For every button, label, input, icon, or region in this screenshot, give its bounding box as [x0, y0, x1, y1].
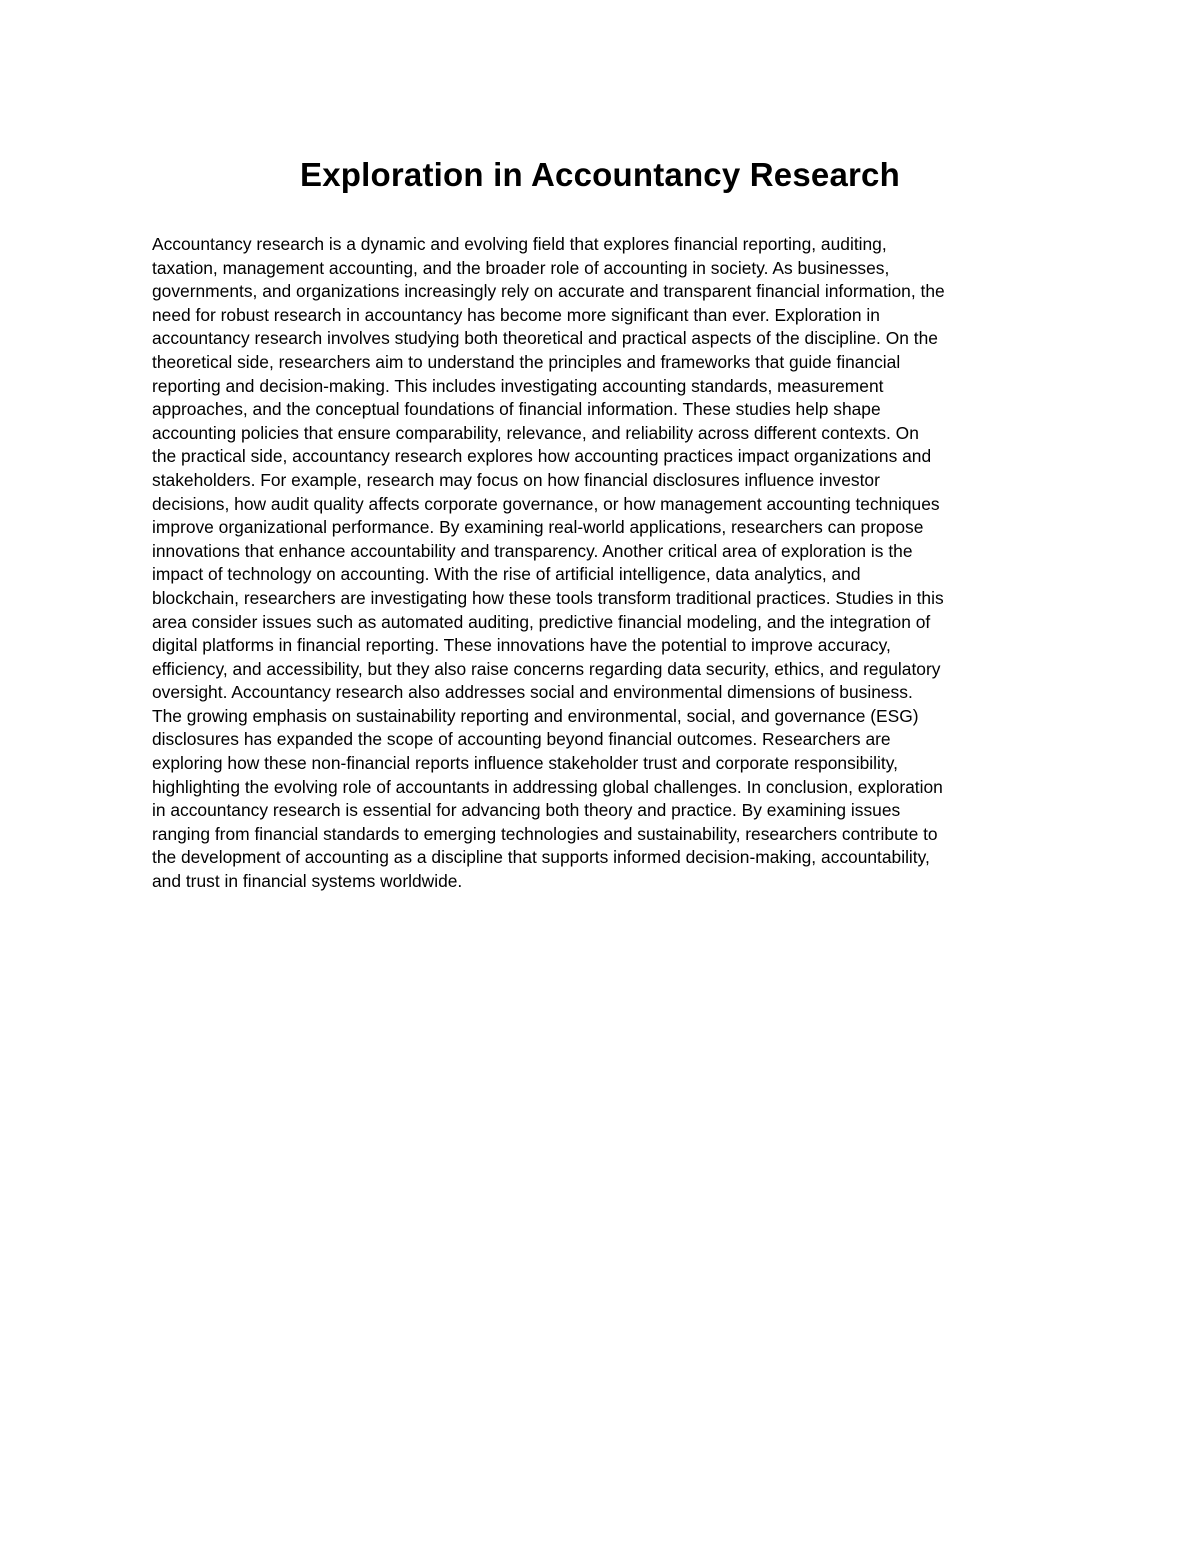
- body-text-line: stakeholders. For example, research may focus on how financial disclosures influence investor: [152, 469, 880, 490]
- body-text-line: the development of accounting as a discipline that supports informed decision-making, accountability,: [152, 847, 930, 868]
- body-text-line: ranging from financial standards to emerging technologies and sustainability, researchers contribute to: [152, 823, 938, 844]
- body-text-line: digital platforms in financial reporting. These innovations have the potential to improve accuracy,: [152, 635, 891, 656]
- body-text-line: impact of technology on accounting. With the rise of artificial intelligence, data analytics, and: [152, 564, 861, 585]
- body-text-line: area consider issues such as automated auditing, predictive financial modeling, and the integration of: [152, 611, 931, 632]
- body-text-line: decisions, how audit quality affects corporate governance, or how management accounting techniques: [152, 493, 940, 514]
- body-text-line: exploring how these non-financial reports influence stakeholder trust and corporate responsibility,: [152, 753, 898, 774]
- body-text-line: disclosures has expanded the scope of accounting beyond financial outcomes. Researchers are: [152, 729, 891, 750]
- body-text-line: theoretical side, researchers aim to understand the principles and frameworks that guide financial: [152, 351, 901, 372]
- body-text-line: accounting policies that ensure comparability, relevance, and reliability across different contexts. On: [152, 422, 919, 443]
- body-text-line: oversight. Accountancy research also addresses social and environmental dimensions of business.: [152, 682, 913, 703]
- body-text-line: efficiency, and accessibility, but they also raise concerns regarding data security, ethics, and regulatory: [152, 658, 941, 679]
- body-text-line: Accountancy research is a dynamic and evolving field that explores financial reporting, auditing,: [152, 234, 887, 254]
- body-text-line: blockchain, researchers are investigating how these tools transform traditional practices. Studies in this: [152, 587, 944, 608]
- body-text-line: in accountancy research is essential for advancing both theory and practice. By examining issues: [152, 800, 901, 821]
- body-text-line: highlighting the evolving role of accountants in addressing global challenges. In conclusion, exploration: [152, 776, 943, 797]
- body-text-line: accountancy research involves studying both theoretical and practical aspects of the discipline. On the: [152, 328, 938, 349]
- body-text-line: taxation, management accounting, and the broader role of accounting in society. As businesses,: [152, 257, 890, 278]
- body-text-line: improve organizational performance. By examining real-world applications, researchers can propose: [152, 517, 924, 538]
- body-text-line: reporting and decision-making. This includes investigating accounting standards, measurement: [152, 375, 884, 396]
- body-text-line: governments, and organizations increasingly rely on accurate and transparent financial information, the: [152, 281, 945, 302]
- body-text-line: approaches, and the conceptual foundations of financial information. These studies help shape: [152, 399, 881, 420]
- document-body-paragraph: [152, 233, 1052, 894]
- body-text-line: the practical side, accountancy research explores how accounting practices impact organizations and: [152, 446, 932, 467]
- document-title: Exploration in Accountancy Research: [300, 156, 900, 193]
- body-text-line: innovations that enhance accountability and transparency. Another critical area of exploration is the: [152, 540, 913, 561]
- body-text-line: The growing emphasis on sustainability reporting and environmental, social, and governance (ESG): [152, 705, 919, 726]
- body-text-line: need for robust research in accountancy has become more significant than ever. Exploration in: [152, 304, 880, 325]
- body-text-line: and trust in financial systems worldwide.: [152, 871, 463, 892]
